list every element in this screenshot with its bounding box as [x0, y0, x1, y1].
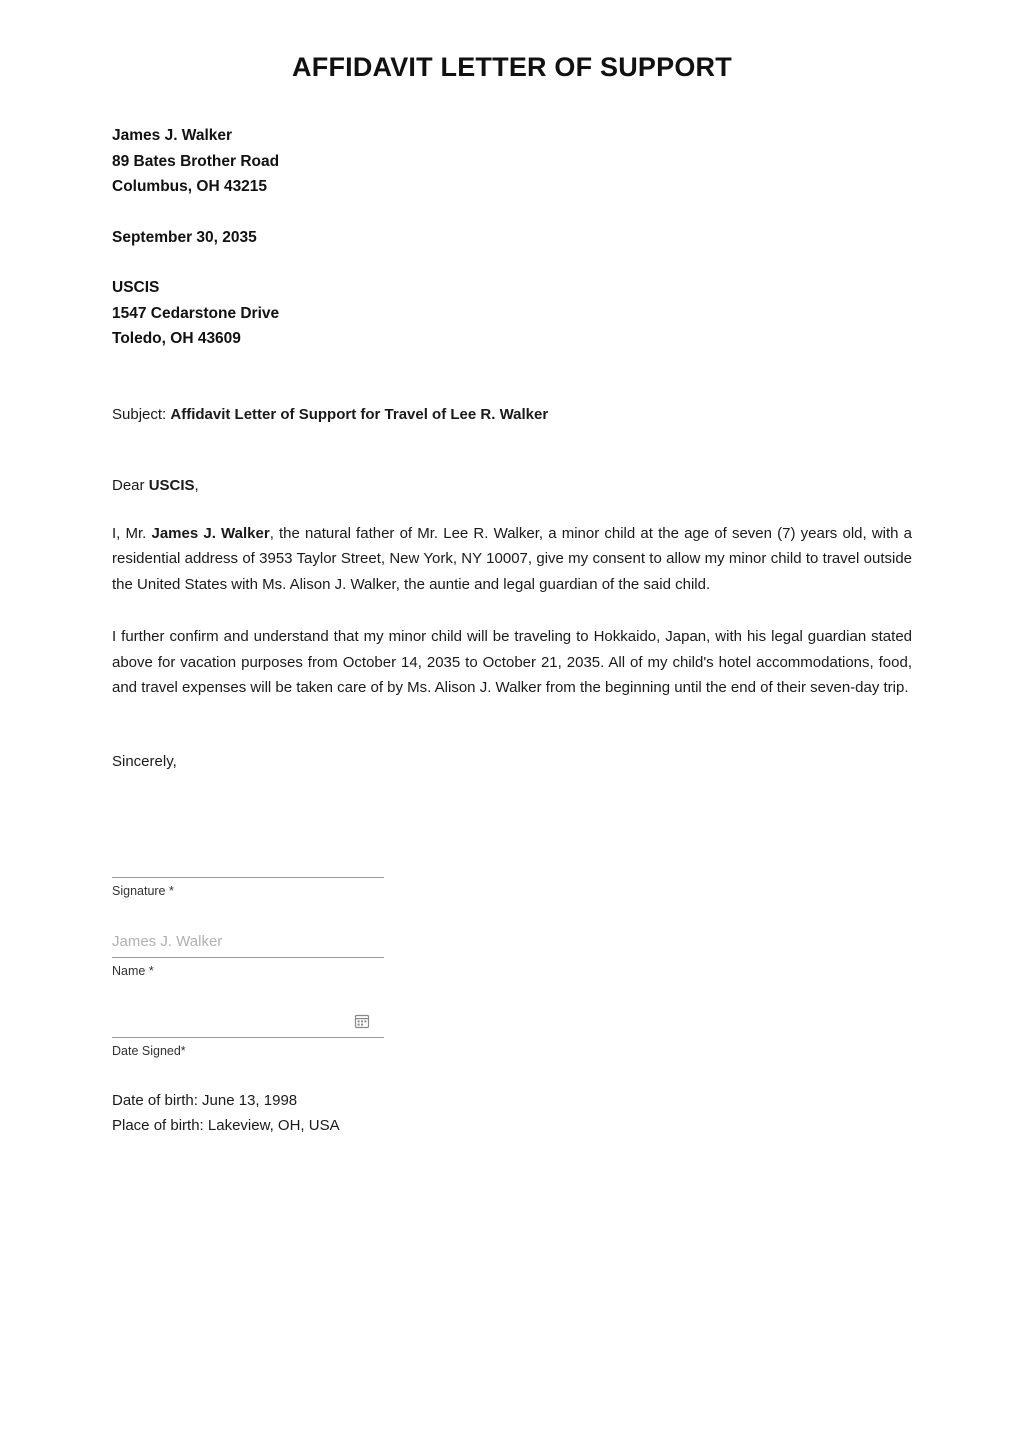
name-label: Name *	[112, 963, 154, 978]
recipient-city-state-zip: Toledo, OH 43609	[112, 330, 241, 347]
letter-date: September 30, 2035	[112, 228, 257, 246]
sender-address-block	[112, 123, 912, 200]
recipient-address-block	[112, 275, 912, 352]
salutation	[112, 477, 912, 494]
sender-street: 89 Bates Brother Road	[112, 152, 280, 170]
date-signed-field-group	[112, 1008, 384, 1058]
signature-field-group	[112, 848, 384, 898]
salutation-prefix: Dear	[112, 476, 145, 494]
page-title: AFFIDAVIT LETTER OF SUPPORT	[292, 52, 732, 82]
subject-line	[112, 403, 912, 427]
subject-label: Subject:	[112, 405, 167, 423]
paragraph-one-rest: , the natural father of Mr. Lee R. Walker, a minor child at the age of seven (7) years old, with a residential address of 3953 Taylor Street, New York, NY 10007, give my consent to allow my minor child to travel outside the United States with Ms. Alison J. Walker, the auntie and legal guardian of the said child.	[112, 524, 912, 593]
paragraph-two: I further confirm and understand that my minor child will be traveling to Hokkaido, Japan, with his legal guardian stated above for vacation purposes from October 14, 2035 to October 21, 2035. All of my child's hotel accommodations, food, and travel expenses will be taken care of by Ms. Alison J. Walker from the beginning until the end of their seven-day trip.	[112, 628, 912, 696]
date-of-birth: Date of birth: June 13, 1998	[112, 1091, 298, 1109]
recipient-name: USCIS	[112, 279, 160, 296]
name-field-group	[112, 928, 384, 978]
signature-form	[112, 848, 384, 1058]
salutation-suffix: ,	[194, 476, 199, 494]
sender-name: James J. Walker	[112, 127, 233, 144]
salutation-name: USCIS	[148, 476, 195, 494]
place-of-birth: Place of birth: Lakeview, OH, USA	[112, 1117, 340, 1134]
calendar-icon[interactable]	[354, 1013, 370, 1029]
date-signed-row	[112, 1008, 384, 1038]
signature-input[interactable]	[112, 848, 384, 878]
sender-city-state-zip: Columbus, OH 43215	[112, 178, 268, 195]
date-signed-label: Date Signed*	[112, 1043, 186, 1058]
paragraph-one-name: James J. Walker	[151, 524, 270, 542]
letter-body	[0, 123, 1024, 1139]
paragraph-one-intro: I, Mr.	[112, 524, 147, 542]
recipient-street: 1547 Cedarstone Drive	[112, 304, 280, 322]
name-input[interactable]	[112, 928, 384, 958]
birth-details	[112, 1088, 912, 1139]
date-signed-input[interactable]	[112, 1008, 384, 1038]
subject-value: Affidavit Letter of Support for Travel of Lee R. Walker	[170, 405, 549, 423]
closing-line: Sincerely,	[112, 752, 177, 770]
signature-label: Signature *	[112, 883, 174, 898]
paragraph-one	[112, 521, 912, 598]
